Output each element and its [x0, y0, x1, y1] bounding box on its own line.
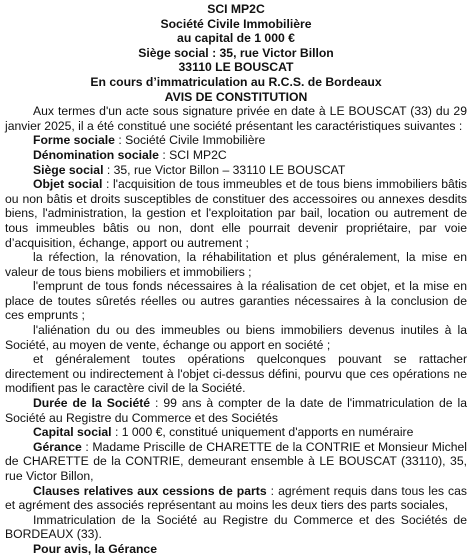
company-form: Société Civile Immobilière: [160, 16, 312, 31]
objet-social: [5, 177, 467, 250]
duree-societe: [5, 396, 467, 425]
clauses-cessions: [5, 484, 467, 513]
clauses-value: : agrément requis dans tous les cas et agrément des associés représentant au moins les deux tiers des parts sociales,: [5, 483, 467, 513]
company-capital: au capital de 1 000 €: [177, 31, 295, 46]
clauses-label: Clauses relatives aux cessions de parts: [33, 483, 267, 498]
objet-alienation: l'aliénation du ou des immeubles ou biens immobiliers devenus inutiles à la Société, au moyen de vente, échange ou apport en société ;: [5, 323, 467, 352]
siege-label: Siège social: [33, 162, 104, 177]
denom-value: : SCI MP2C: [158, 147, 227, 162]
forme-value: : Société Civile Immobilière: [114, 133, 266, 148]
objet-emprunt: l'emprunt de tous fonds nécessaires à la réalisation de cet objet, et la mise en place de toutes sûretés réelles ou autres garanties nécessaires à la conclusion de ces emprunts ;: [5, 279, 467, 323]
intro-paragraph: Aux termes d'un acte sous signature privée en date à LE BOUSCAT (33) du 29 janvier 2025, il a été constitué une société présentant les caractéristiques suivantes :: [5, 104, 467, 133]
objet-label: Objet social: [33, 177, 103, 192]
company-registration: En cours d’immatriculation au R.C.S. de Bordeaux: [90, 74, 382, 89]
objet-value: : l'acquisition de tous immeubles et de tous biens immobiliers bâtis ou non bâtis et droits susceptibles de constituer des accessoires ou annexes desdits biens, l'administration, la gestion et l'exploitation par bail, location ou autrement de tous immeubles bâtis ou non, dont elle pourrait devenir propriétaire, par voie d’acquisition, échange, apport ou autrement ;: [5, 177, 467, 250]
objet-refection: la réfection, la rénovation, la réhabilitation et plus généralement, la mise en valeur de tous biens mobiliers et immobiliers ;: [5, 250, 467, 279]
siege-social: [5, 163, 467, 178]
duree-label: Durée de la Société: [33, 396, 151, 411]
capital-label: Capital social: [33, 425, 112, 440]
forme-sociale: [5, 133, 467, 148]
notice-title: AVIS DE CONSTITUTION: [164, 89, 308, 104]
immatriculation: Immatriculation de la Société au Registre du Commerce et des Sociétés de BORDEAUX (33).: [5, 512, 467, 542]
objet-generalement: et généralement toutes opérations quelconques pouvant se rattacher directement ou indirectement à l'objet ci-dessus défini, pourvu que ces opérations ne modifient pas le caractère civil de la Société.: [5, 352, 467, 396]
forme-label: Forme sociale: [33, 133, 115, 148]
denomination-sociale: [5, 148, 467, 163]
notice-header: [5, 2, 467, 104]
duree-value: : 99 ans à compter de la date de l'immatriculation de la Société au Registre du Commerce et des Sociétés: [5, 396, 467, 425]
siege-value: : 35, rue Victor Billon – 33110 LE BOUSCAT: [103, 162, 346, 177]
gerance-label: Gérance: [33, 439, 82, 454]
gerance: [5, 440, 467, 484]
denom-label: Dénomination sociale: [33, 147, 159, 162]
company-city: 33110 LE BOUSCAT: [178, 60, 294, 75]
company-name: SCI MP2C: [207, 2, 265, 16]
company-address: Siège social : 35, rue Victor Billon: [138, 45, 334, 60]
gerance-value: : Madame Priscille de CHARETTE de la CONTRIE et Monsieur Michel de CHARETTE de la CONTRIE, demeurant ensemble à LE BOUSCAT (33110), 35, rue Victor Billon,: [5, 439, 467, 483]
signature: Pour avis, la Gérance: [33, 541, 157, 556]
capital-value: : 1 000 €, constitué uniquement d'apports en numéraire: [111, 425, 414, 440]
capital-social: [5, 425, 467, 440]
